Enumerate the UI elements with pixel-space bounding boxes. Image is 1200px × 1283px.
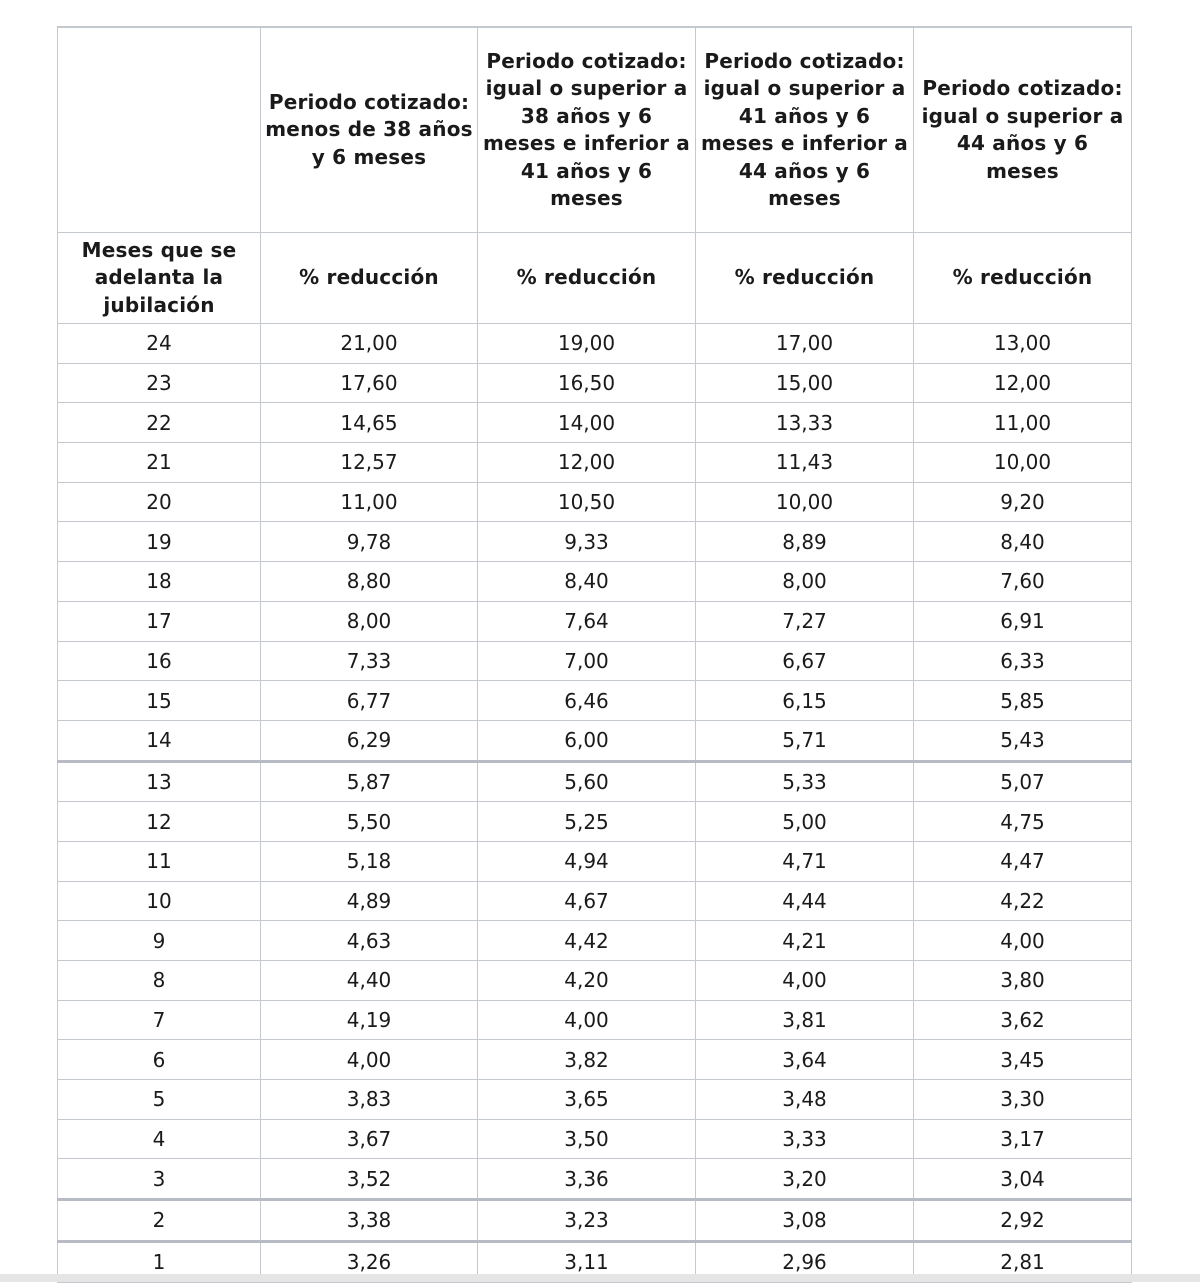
reduction-value-cell: 6,91	[914, 601, 1132, 641]
months-early-cell: 22	[58, 403, 261, 443]
reduction-value-cell: 3,64	[696, 1040, 914, 1080]
reduction-value-cell: 12,00	[478, 443, 696, 483]
months-early-cell: 10	[58, 881, 261, 921]
reduction-value-cell: 14,65	[261, 403, 478, 443]
reduction-value-cell: 3,82	[478, 1040, 696, 1080]
months-early-cell: 7	[58, 1000, 261, 1040]
reduction-value-cell: 7,33	[261, 641, 478, 681]
months-early-cell: 3	[58, 1159, 261, 1200]
reduction-value-cell: 3,23	[478, 1200, 696, 1242]
column-header-41-5-to-44-5: Periodo cotizado: igual o superior a 41 años y 6 meses e inferior a 44 años y 6 meses	[696, 27, 914, 233]
reduction-value-cell: 6,67	[696, 641, 914, 681]
reduction-value-cell: 4,47	[914, 841, 1132, 881]
unit-header: % reducción	[914, 233, 1132, 324]
reduction-value-cell: 5,07	[914, 761, 1132, 802]
header-row	[58, 27, 1132, 233]
reduction-value-cell: 3,48	[696, 1080, 914, 1120]
reduction-value-cell: 3,50	[478, 1119, 696, 1159]
reduction-value-cell: 13,00	[914, 324, 1132, 364]
months-early-cell: 23	[58, 363, 261, 403]
reduction-value-cell: 5,43	[914, 720, 1132, 761]
reduction-value-cell: 8,00	[696, 562, 914, 602]
reduction-value-cell: 4,21	[696, 921, 914, 961]
reduction-value-cell: 11,00	[261, 482, 478, 522]
reduction-value-cell: 6,33	[914, 641, 1132, 681]
reduction-value-cell: 6,15	[696, 681, 914, 721]
reduction-value-cell: 6,46	[478, 681, 696, 721]
reduction-value-cell: 3,33	[696, 1119, 914, 1159]
reduction-value-cell: 9,78	[261, 522, 478, 562]
reduction-value-cell: 3,26	[261, 1241, 478, 1282]
reduction-value-cell: 4,67	[478, 881, 696, 921]
reduction-value-cell: 10,00	[696, 482, 914, 522]
months-early-cell: 4	[58, 1119, 261, 1159]
reduction-value-cell: 12,57	[261, 443, 478, 483]
table-row	[58, 802, 1132, 842]
reduction-value-cell: 3,45	[914, 1040, 1132, 1080]
reduction-value-cell: 8,40	[478, 562, 696, 602]
unit-header: % reducción	[696, 233, 914, 324]
months-early-cell: 15	[58, 681, 261, 721]
reduction-value-cell: 3,83	[261, 1080, 478, 1120]
table-row	[58, 641, 1132, 681]
reduction-value-cell: 8,40	[914, 522, 1132, 562]
reduction-value-cell: 5,50	[261, 802, 478, 842]
reduction-value-cell: 9,33	[478, 522, 696, 562]
reduction-value-cell: 3,52	[261, 1159, 478, 1200]
reduction-value-cell: 14,00	[478, 403, 696, 443]
reduction-value-cell: 4,22	[914, 881, 1132, 921]
reduction-value-cell: 7,64	[478, 601, 696, 641]
table-row	[58, 601, 1132, 641]
reduction-value-cell: 3,30	[914, 1080, 1132, 1120]
reduction-value-cell: 17,00	[696, 324, 914, 364]
reduction-value-cell: 3,17	[914, 1119, 1132, 1159]
reduction-value-cell: 3,65	[478, 1080, 696, 1120]
reduction-value-cell: 19,00	[478, 324, 696, 364]
unit-header: % reducción	[478, 233, 696, 324]
reduction-value-cell: 3,81	[696, 1000, 914, 1040]
months-early-cell: 11	[58, 841, 261, 881]
table-row	[58, 1040, 1132, 1080]
table-row	[58, 961, 1132, 1001]
reduction-value-cell: 8,80	[261, 562, 478, 602]
reduction-value-cell: 3,80	[914, 961, 1132, 1001]
table-row	[58, 841, 1132, 881]
page-bottom-divider	[0, 1274, 1200, 1282]
table-row	[58, 1159, 1132, 1200]
months-early-cell: 1	[58, 1241, 261, 1282]
table-row	[58, 443, 1132, 483]
table-row	[58, 562, 1132, 602]
reduction-value-cell: 4,00	[261, 1040, 478, 1080]
months-early-cell: 20	[58, 482, 261, 522]
row-header-label: Meses que se adelanta la jubilación	[58, 233, 261, 324]
reduction-value-cell: 5,71	[696, 720, 914, 761]
unit-header: % reducción	[261, 233, 478, 324]
reduction-value-cell: 4,71	[696, 841, 914, 881]
reduction-value-cell: 2,92	[914, 1200, 1132, 1242]
reduction-value-cell: 5,18	[261, 841, 478, 881]
table-row	[58, 1000, 1132, 1040]
table-row	[58, 482, 1132, 522]
table-row	[58, 681, 1132, 721]
table-row	[58, 1119, 1132, 1159]
reduction-value-cell: 7,27	[696, 601, 914, 641]
table-row	[58, 1080, 1132, 1120]
months-early-cell: 12	[58, 802, 261, 842]
reduction-value-cell: 3,11	[478, 1241, 696, 1282]
reduction-value-cell: 10,50	[478, 482, 696, 522]
table-row	[58, 324, 1132, 364]
reduction-table-container	[57, 26, 1131, 1283]
reduction-value-cell: 11,43	[696, 443, 914, 483]
reduction-value-cell: 4,89	[261, 881, 478, 921]
table-row	[58, 363, 1132, 403]
reduction-value-cell: 6,77	[261, 681, 478, 721]
reduction-value-cell: 3,20	[696, 1159, 914, 1200]
reduction-value-cell: 2,96	[696, 1241, 914, 1282]
reduction-value-cell: 7,00	[478, 641, 696, 681]
reduction-value-cell: 3,62	[914, 1000, 1132, 1040]
months-early-cell: 19	[58, 522, 261, 562]
reduction-value-cell: 4,20	[478, 961, 696, 1001]
reduction-value-cell: 3,04	[914, 1159, 1132, 1200]
table-row	[58, 921, 1132, 961]
reduction-value-cell: 4,75	[914, 802, 1132, 842]
table-row	[58, 720, 1132, 761]
reduction-value-cell: 6,29	[261, 720, 478, 761]
column-header-less-38-5: Periodo cotizado: menos de 38 años y 6 meses	[261, 27, 478, 233]
reduction-value-cell: 17,60	[261, 363, 478, 403]
reduction-value-cell: 5,33	[696, 761, 914, 802]
reduction-value-cell: 4,00	[478, 1000, 696, 1040]
column-header-44-5-or-more: Periodo cotizado: igual o superior a 44 años y 6 meses	[914, 27, 1132, 233]
reduction-value-cell: 6,00	[478, 720, 696, 761]
reduction-value-cell: 7,60	[914, 562, 1132, 602]
reduction-value-cell: 4,42	[478, 921, 696, 961]
months-early-cell: 9	[58, 921, 261, 961]
reduction-value-cell: 5,87	[261, 761, 478, 802]
months-early-cell: 6	[58, 1040, 261, 1080]
months-early-cell: 2	[58, 1200, 261, 1242]
table-row	[58, 522, 1132, 562]
reduction-table	[57, 26, 1132, 1283]
reduction-value-cell: 4,40	[261, 961, 478, 1001]
months-early-cell: 21	[58, 443, 261, 483]
table-row	[58, 881, 1132, 921]
corner-cell	[58, 27, 261, 233]
reduction-value-cell: 11,00	[914, 403, 1132, 443]
reduction-value-cell: 8,89	[696, 522, 914, 562]
reduction-value-cell: 4,94	[478, 841, 696, 881]
reduction-value-cell: 5,60	[478, 761, 696, 802]
reduction-value-cell: 4,00	[696, 961, 914, 1001]
reduction-value-cell: 10,00	[914, 443, 1132, 483]
reduction-value-cell: 21,00	[261, 324, 478, 364]
column-header-38-5-to-41-5: Periodo cotizado: igual o superior a 38 años y 6 meses e inferior a 41 años y 6 meses	[478, 27, 696, 233]
table-row	[58, 1200, 1132, 1242]
reduction-value-cell: 5,00	[696, 802, 914, 842]
reduction-value-cell: 2,81	[914, 1241, 1132, 1282]
reduction-value-cell: 3,08	[696, 1200, 914, 1242]
months-early-cell: 16	[58, 641, 261, 681]
reduction-value-cell: 4,00	[914, 921, 1132, 961]
months-early-cell: 8	[58, 961, 261, 1001]
months-early-cell: 13	[58, 761, 261, 802]
reduction-value-cell: 4,44	[696, 881, 914, 921]
months-early-cell: 14	[58, 720, 261, 761]
months-early-cell: 17	[58, 601, 261, 641]
reduction-value-cell: 3,67	[261, 1119, 478, 1159]
reduction-value-cell: 4,63	[261, 921, 478, 961]
subheader-row	[58, 233, 1132, 324]
reduction-value-cell: 9,20	[914, 482, 1132, 522]
reduction-value-cell: 3,36	[478, 1159, 696, 1200]
reduction-value-cell: 15,00	[696, 363, 914, 403]
reduction-value-cell: 8,00	[261, 601, 478, 641]
table-row	[58, 403, 1132, 443]
table-row	[58, 761, 1132, 802]
reduction-value-cell: 12,00	[914, 363, 1132, 403]
reduction-value-cell: 5,25	[478, 802, 696, 842]
months-early-cell: 5	[58, 1080, 261, 1120]
months-early-cell: 24	[58, 324, 261, 364]
reduction-value-cell: 16,50	[478, 363, 696, 403]
reduction-value-cell: 3,38	[261, 1200, 478, 1242]
reduction-value-cell: 13,33	[696, 403, 914, 443]
reduction-value-cell: 5,85	[914, 681, 1132, 721]
reduction-value-cell: 4,19	[261, 1000, 478, 1040]
months-early-cell: 18	[58, 562, 261, 602]
